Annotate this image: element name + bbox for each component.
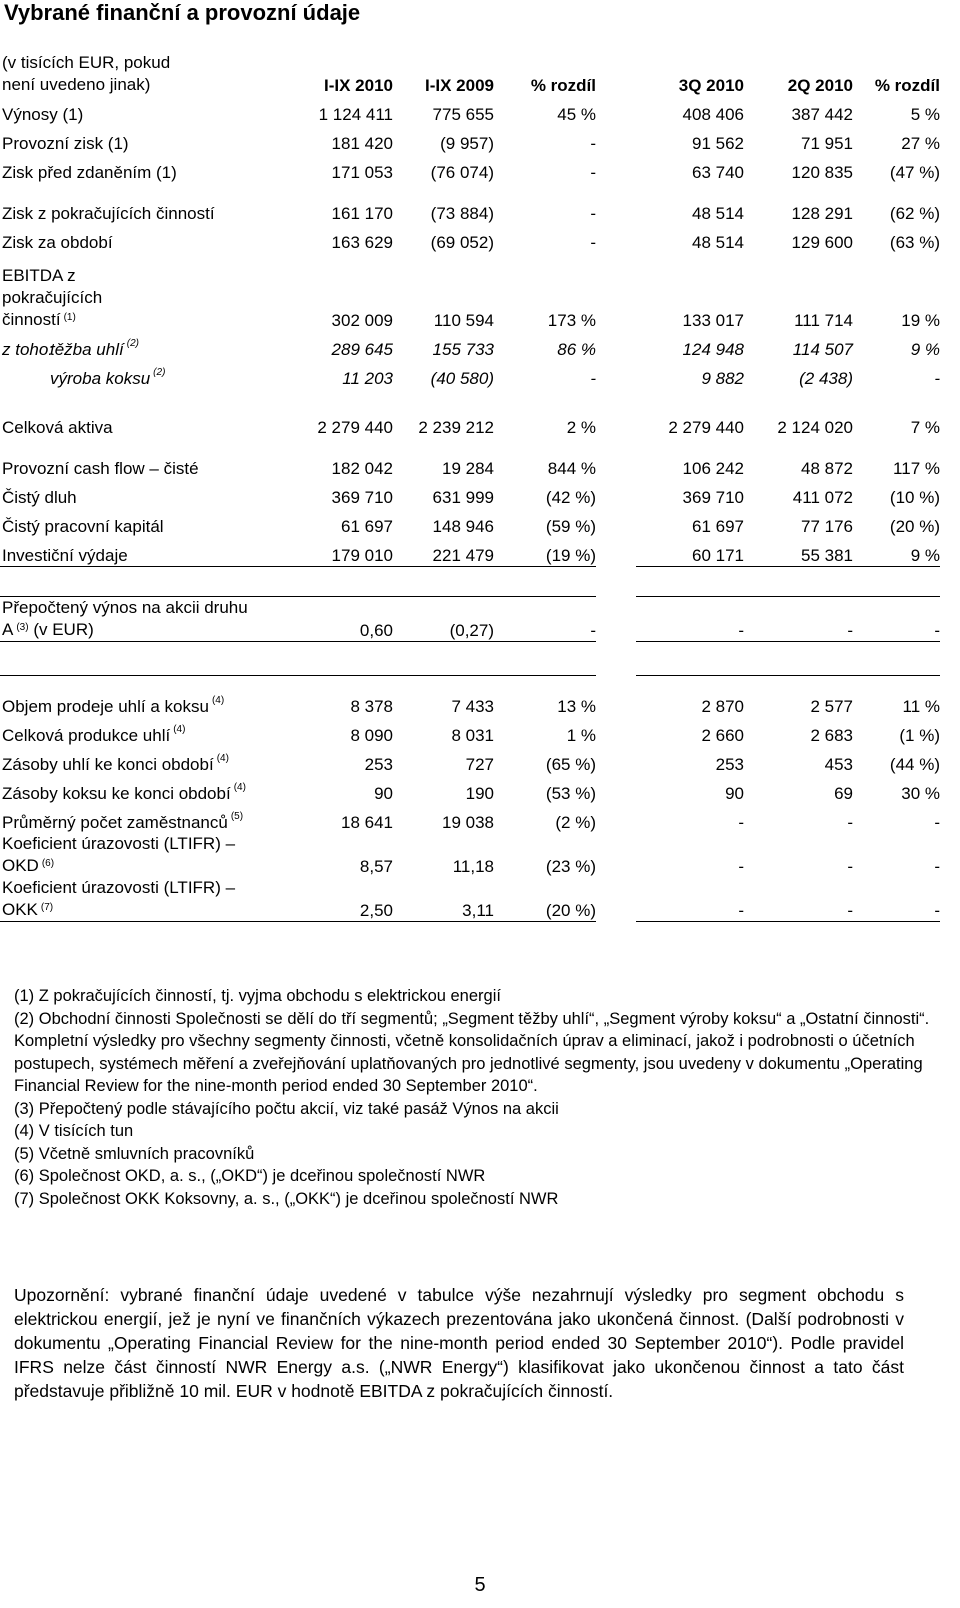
cell: 71 951 <box>801 134 853 153</box>
cell: - <box>744 597 853 642</box>
cell: 60 171 <box>636 537 744 567</box>
cell: 18 641 <box>341 813 393 832</box>
cell: 369 710 <box>331 488 393 507</box>
cell: (20 %) <box>494 877 596 922</box>
cell: 182 042 <box>331 459 393 478</box>
cell: 171 053 <box>331 163 393 182</box>
table-row <box>0 125 960 154</box>
cell: 90 <box>374 784 393 803</box>
cell: 181 420 <box>331 134 393 153</box>
footnotes <box>14 985 934 1210</box>
cell: 117 % <box>893 459 940 478</box>
cell: 69 <box>834 784 853 803</box>
cell: - <box>636 597 744 642</box>
footnote-ref: (4) <box>211 695 225 706</box>
cell: 2 683 <box>810 726 853 745</box>
footnote-ref: (4) <box>216 753 229 764</box>
cell: (1 %) <box>899 726 940 745</box>
cell: (65 %) <box>545 755 596 774</box>
cell: (19 %) <box>494 537 596 567</box>
cell: (40 580) <box>430 369 494 388</box>
footnote-ref: (7) <box>40 902 54 913</box>
cell: 2 % <box>566 418 596 437</box>
cell: 2 239 212 <box>418 418 494 437</box>
table-row <box>0 409 960 438</box>
cell: - <box>738 857 744 876</box>
cell: 61 697 <box>692 517 744 536</box>
footnote: (4) V tisících tun <box>14 1122 134 1140</box>
table-row <box>0 360 960 389</box>
cell: 173 % <box>547 311 596 330</box>
table-row <box>0 265 960 331</box>
cell: 27 % <box>901 134 940 153</box>
table-row <box>0 331 960 360</box>
cell: 2 577 <box>810 697 853 716</box>
cell: - <box>934 813 940 832</box>
cell: 3,11 <box>393 877 494 922</box>
col-header: % rozdíl <box>874 76 940 95</box>
row-label-text: Zásoby koksu ke konci období <box>2 784 231 803</box>
row-label-text: EBITDA z pokračujících činností <box>2 266 103 329</box>
table-row <box>0 224 960 253</box>
cell: (53 %) <box>545 784 596 803</box>
row-label <box>0 833 300 877</box>
row-label: Celková aktiva <box>2 418 113 437</box>
table-row <box>0 508 960 537</box>
row-label <box>0 775 300 804</box>
cell: 775 655 <box>432 105 494 124</box>
cell: 2 279 440 <box>668 418 744 437</box>
footnote-ref: (3) <box>16 622 29 633</box>
row-label: Zisk před zdaněním (1) <box>2 163 177 182</box>
row-label <box>0 746 300 775</box>
row-label-text: Objem prodeje uhlí a koksu <box>2 697 209 716</box>
cell: - <box>853 597 940 642</box>
cell: 8 090 <box>350 726 393 745</box>
row-label-text: Průměrný počet zaměstnanců <box>2 813 228 832</box>
table-row <box>0 775 960 804</box>
footnote: (7) Společnost OKK Koksovny, a. s., („OKK“) je dceřinou společností NWR <box>14 1189 559 1208</box>
table-row <box>0 195 960 224</box>
cell: 289 645 <box>331 340 393 359</box>
cell: 163 629 <box>331 233 393 252</box>
table-row <box>0 877 960 922</box>
col-header: % rozdíl <box>530 76 596 95</box>
cell: 148 946 <box>432 517 494 536</box>
footnote: (1) Z pokračujících činností, tj. vyjma obchodu s elektrickou energií <box>14 987 501 1005</box>
page-title: Vybrané finanční a provozní údaje <box>4 0 361 25</box>
cell: 453 <box>824 755 853 774</box>
cell: (63 %) <box>889 233 940 252</box>
cell: 19 038 <box>442 813 494 832</box>
row-label-text: OKD <box>2 856 39 875</box>
table-row <box>0 597 960 642</box>
table-row <box>0 154 960 183</box>
cell: 2 124 020 <box>777 418 853 437</box>
cell: - <box>636 877 744 922</box>
cell: 30 % <box>901 784 940 803</box>
row-label <box>0 717 300 746</box>
cell: 179 010 <box>300 537 393 567</box>
row-label: Výnosy (1) <box>2 105 84 124</box>
cell: (2 %) <box>555 813 596 832</box>
cell: 45 % <box>557 105 596 124</box>
row-label-text: výroba koksu <box>50 369 151 388</box>
row-label: Zisk z pokračujících činností <box>2 204 215 223</box>
cell: - <box>853 877 940 922</box>
cell: 155 733 <box>432 340 494 359</box>
table-row <box>0 537 960 567</box>
cell: 86 % <box>557 340 596 359</box>
cell: - <box>847 857 853 876</box>
cell: (20 %) <box>889 517 940 536</box>
cell: 48 872 <box>801 459 853 478</box>
cell: - <box>590 233 596 252</box>
cell: 63 740 <box>692 163 744 182</box>
cell: (0,27) <box>393 597 494 642</box>
footnote-ref: (1) <box>63 312 76 323</box>
footnote-ref: (2) <box>126 338 139 349</box>
cell: 411 072 <box>792 488 853 507</box>
table-row <box>0 746 960 775</box>
cell: 2 870 <box>701 697 744 716</box>
row-label-text: OKK <box>2 900 38 919</box>
row-label-text: (v EUR) <box>33 620 94 639</box>
cell: 7 433 <box>451 697 494 716</box>
cell: 369 710 <box>682 488 744 507</box>
cell: 129 600 <box>791 233 853 252</box>
footnote-ref: (2) <box>153 367 166 378</box>
cell: 9 % <box>910 340 940 359</box>
cell: 110 594 <box>433 311 494 330</box>
cell: 19 % <box>901 311 940 330</box>
cell: 1 % <box>566 726 596 745</box>
cell: (47 %) <box>889 163 940 182</box>
row-label: Provozní zisk (1) <box>2 134 129 153</box>
cell: 106 242 <box>682 459 744 478</box>
cell: 7 % <box>910 418 940 437</box>
cell: - <box>934 857 940 876</box>
cell: 19 284 <box>442 459 494 478</box>
cell: - <box>744 877 853 922</box>
cell: 190 <box>465 784 494 803</box>
table-row <box>0 96 960 125</box>
cell: (10 %) <box>889 488 940 507</box>
row-label-text: Přepočtený výnos na akcii druhu <box>2 598 248 617</box>
row-label-text: Koeficient úrazovosti (LTIFR) – <box>2 878 236 897</box>
cell: 2 279 440 <box>317 418 393 437</box>
cell: 13 % <box>557 697 596 716</box>
row-label <box>0 360 300 389</box>
row-label <box>0 331 300 360</box>
cell: - <box>847 813 853 832</box>
financial-table <box>0 52 960 922</box>
cell: - <box>934 369 940 388</box>
cell: 91 562 <box>692 134 744 153</box>
cell: 48 514 <box>692 204 744 223</box>
cell: 9 882 <box>701 369 744 388</box>
cell: 253 <box>364 755 393 774</box>
footnote: (6) Společnost OKD, a. s., („OKD“) je dceřinou společností NWR <box>14 1167 486 1185</box>
page-number: 5 <box>474 1574 486 1596</box>
cell: 387 442 <box>791 105 853 124</box>
table-row <box>0 804 960 833</box>
cell: 221 479 <box>393 537 494 567</box>
row-label-text: A <box>2 620 14 639</box>
cell: 727 <box>465 755 494 774</box>
disclaimer-paragraph: Upozornění: vybrané finanční údaje uvedené v tabulce výše nezahrnují výsledky pro segment obchodu s elektrickou energií, jež je nyní ve finančních výkazech prezentována jako ukončená činnost. (Další podrobnosti v dokumentu „Operating Financial Review for the nine-month period ended 30 September 2010“). Podle pravidel IFRS nelze část činností NWR Energy a.s. („NWR Energy“) klasifikovat jako ukončenou činnost a tato část představuje přibližně 10 mil. EUR v hodnotě EBITDA z pokračujících činností. <box>14 1285 904 1401</box>
cell: - <box>590 134 596 153</box>
row-label: Čistý pracovní kapitál <box>2 517 164 536</box>
row-label: Investiční výdaje <box>0 537 300 567</box>
cell: 844 % <box>547 459 596 478</box>
row-label-text: Celková produkce uhlí <box>2 726 171 745</box>
cell: (76 074) <box>430 163 494 182</box>
cell: 111 714 <box>794 311 853 330</box>
cell: - <box>590 369 596 388</box>
cell: 128 291 <box>791 204 853 223</box>
row-label-text: Koeficient úrazovosti (LTIFR) – <box>2 834 236 853</box>
footnote: (2) Obchodní činnosti Společnosti se dělí do tří segmentů; „Segment těžby uhlí“, „Segment výroby koksu“ a „Ostatní činnosti“. Kompletní výsledky pro všechny segmenty činnosti, včetně konsolidačních úprav a eliminací, jakož i podrobnosti o účetních postupech, systémech měření a zveřejňování uplatňovaných pro jednotlivé segmenty, jsou uvedeny v dokumentu „Operating Financial Review for the nine-month period ended 30 September 2010“. <box>14 1009 930 1095</box>
row-label-text: Zásoby uhlí ke konci období <box>2 755 214 774</box>
cell: (62 %) <box>889 204 940 223</box>
table-row <box>0 833 960 877</box>
cell: - <box>590 163 596 182</box>
cell: (9 957) <box>440 134 494 153</box>
cell: 61 697 <box>341 517 393 536</box>
cell: (69 052) <box>430 233 494 252</box>
cell: 8 031 <box>451 726 494 745</box>
col-header: 3Q 2010 <box>678 76 744 95</box>
col-header: I-IX 2009 <box>425 76 494 95</box>
col-header: 2Q 2010 <box>787 76 853 95</box>
row-label <box>0 804 300 833</box>
cell: - <box>738 813 744 832</box>
row-label <box>0 688 300 717</box>
cell: 1 124 411 <box>318 105 393 124</box>
cell: 8,57 <box>359 857 393 876</box>
cell: 114 507 <box>792 340 853 359</box>
row-label: Čistý dluh <box>2 488 77 507</box>
cell: 2 660 <box>701 726 744 745</box>
cell: 11,18 <box>452 857 494 876</box>
row-label-text: těžba uhlí <box>50 340 124 359</box>
cell: 253 <box>715 755 744 774</box>
cell: - <box>590 204 596 223</box>
footnote-ref: (4) <box>173 724 186 735</box>
row-label <box>0 877 300 922</box>
cell: 2,50 <box>300 877 393 922</box>
cell: 161 170 <box>331 204 393 223</box>
cell: (2 438) <box>799 369 853 388</box>
cell: 302 009 <box>331 311 393 330</box>
cell: 631 999 <box>432 488 494 507</box>
footnote-ref: (4) <box>233 782 246 793</box>
unit-note: (v tisících EUR, pokud není uvedeno jinak) <box>2 53 171 94</box>
cell: 133 017 <box>682 311 744 330</box>
cell: 8 378 <box>350 697 393 716</box>
cell: 11 % <box>902 697 940 716</box>
footnote-ref: (5) <box>230 811 244 822</box>
table-header <box>0 52 960 96</box>
cell: 55 381 <box>744 537 853 567</box>
col-header: I-IX 2010 <box>324 76 393 95</box>
cell: 11 203 <box>342 369 393 388</box>
table-row <box>0 688 960 717</box>
cell: (73 884) <box>430 204 494 223</box>
cell: 120 835 <box>791 163 853 182</box>
row-label: Provozní cash flow – čisté <box>2 459 199 478</box>
table-row <box>0 479 960 508</box>
cell: (42 %) <box>545 488 596 507</box>
cell: (44 %) <box>889 755 940 774</box>
row-label <box>0 597 300 642</box>
cell: 9 % <box>853 537 940 567</box>
row-label <box>0 265 300 331</box>
footnote-ref: (6) <box>41 858 55 869</box>
cell: 0,60 <box>300 597 393 642</box>
footnote: (5) Včetně smluvních pracovníků <box>14 1144 255 1163</box>
cell: 124 948 <box>682 340 744 359</box>
cell: 90 <box>725 784 744 803</box>
table-row <box>0 450 960 479</box>
cell: (23 %) <box>545 857 596 876</box>
footnote: (3) Přepočtený podle stávajícího počtu akcií, viz také pasáž Výnos na akcii <box>14 1099 559 1118</box>
table-row <box>0 717 960 746</box>
subtotal-prefix: z toho: <box>2 340 54 359</box>
cell: (59 %) <box>545 517 596 536</box>
cell: 48 514 <box>692 233 744 252</box>
cell: 5 % <box>910 105 940 124</box>
row-label: Zisk za období <box>2 233 113 252</box>
cell: - <box>494 597 596 642</box>
cell: 408 406 <box>682 105 744 124</box>
cell: 77 176 <box>801 517 853 536</box>
